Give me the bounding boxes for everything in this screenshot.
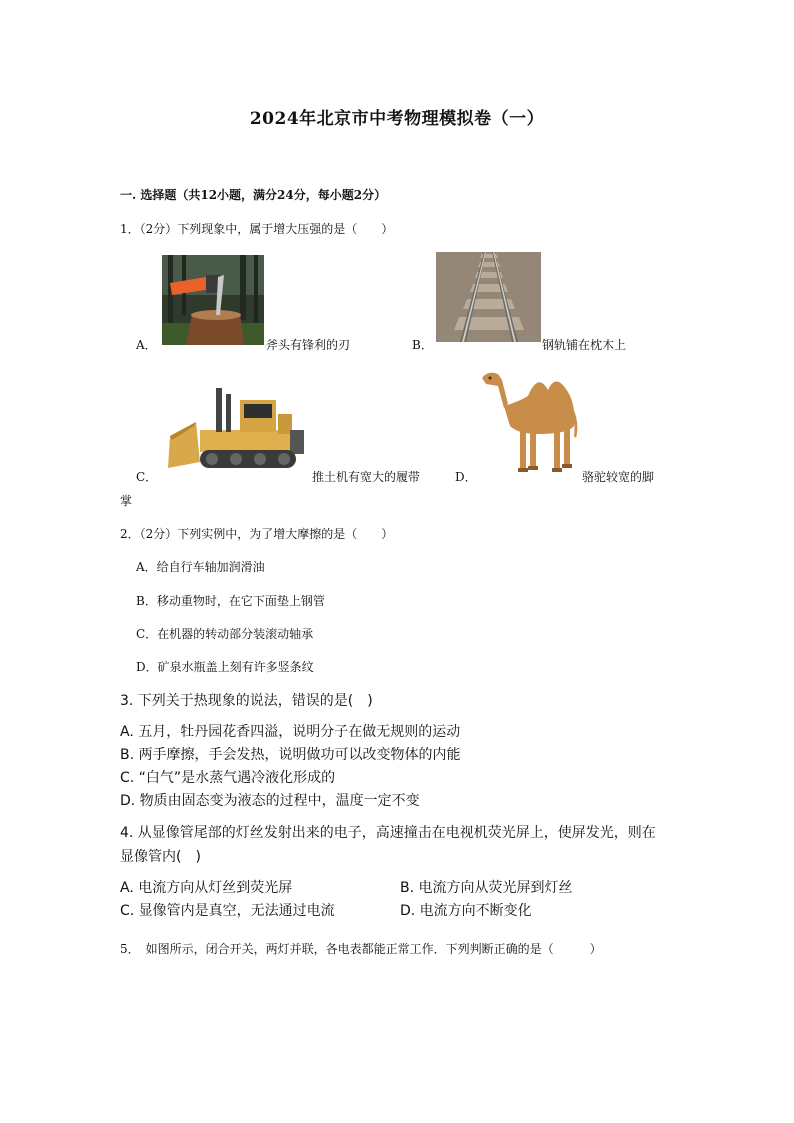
q2-option-b: B．移动重物时，在它下面垫上钢管 xyxy=(136,594,325,608)
q3-option-a: A. 五月，牡丹园花香四溢，说明分子在做无规则的运动 xyxy=(120,724,461,740)
q4-option-c: C. 显像管内是真空，无法通过电流 xyxy=(120,903,335,919)
axe-image xyxy=(162,255,264,345)
q4-option-b: B. 电流方向从荧光屏到灯丝 xyxy=(400,880,573,896)
q1-option-a-text: 斧头有锋利的刃 xyxy=(266,338,351,352)
q4-option-a: A. 电流方向从灯丝到荧光屏 xyxy=(120,880,293,896)
bulldozer-image xyxy=(166,384,308,476)
section-heading: 一. 选择题（共12小题，满分24分，每小题2分） xyxy=(120,188,387,202)
page-title: 2024年北京市中考物理模拟卷（一） xyxy=(249,109,545,129)
q2-stem: 2．（2分）下列实例中，为了增大摩擦的是（ ） xyxy=(120,527,394,541)
q1-option-a-label: A． xyxy=(136,338,157,352)
q4-stem-line1: 4. 从显像管尾部的灯丝发射出来的电子，高速撞击在电视机荧光屏上，使屏发光，则在 xyxy=(120,825,656,841)
q1-stem: 1．（2分）下列现象中，属于增大压强的是（ ） xyxy=(120,222,394,236)
q4-option-d: D. 电流方向不断变化 xyxy=(400,903,532,919)
q3-stem: 3. 下列关于热现象的说法，错误的是( ) xyxy=(120,693,373,709)
q1-option-b-label: B． xyxy=(412,338,433,352)
q4-stem-line2: 显像管内( ) xyxy=(120,849,201,865)
q2-option-a: A．给自行车轴加润滑油 xyxy=(136,560,265,574)
q1-option-d-text-wrap: 掌 xyxy=(120,494,133,508)
q2-option-c: C．在机器的转动部分装滚动轴承 xyxy=(136,627,314,641)
q1-option-c-text: 推土机有宽大的履带 xyxy=(312,470,421,484)
q1-option-d-label: D． xyxy=(455,470,477,484)
q5-stem: 5． 如图所示，闭合开关，两灯并联，各电表都能正常工作．下列判断正确的是（ ） xyxy=(120,942,602,956)
q3-option-c: C. “白气”是水蒸气遇冷液化形成的 xyxy=(120,770,336,786)
camel-image xyxy=(478,366,580,474)
q3-option-d: D. 物质由固态变为液态的过程中，温度一定不变 xyxy=(120,793,420,809)
q2-option-d: D．矿泉水瓶盖上刻有许多竖条纹 xyxy=(136,660,314,674)
q3-option-b: B. 两手摩擦，手会发热，说明做功可以改变物体的内能 xyxy=(120,747,461,763)
q1-option-c-label: C． xyxy=(136,470,158,484)
q1-option-b-text: 钢轨铺在枕木上 xyxy=(542,338,627,352)
q1-option-d-text: 骆驼较宽的脚 xyxy=(582,470,655,484)
rail-track-image xyxy=(436,252,541,342)
